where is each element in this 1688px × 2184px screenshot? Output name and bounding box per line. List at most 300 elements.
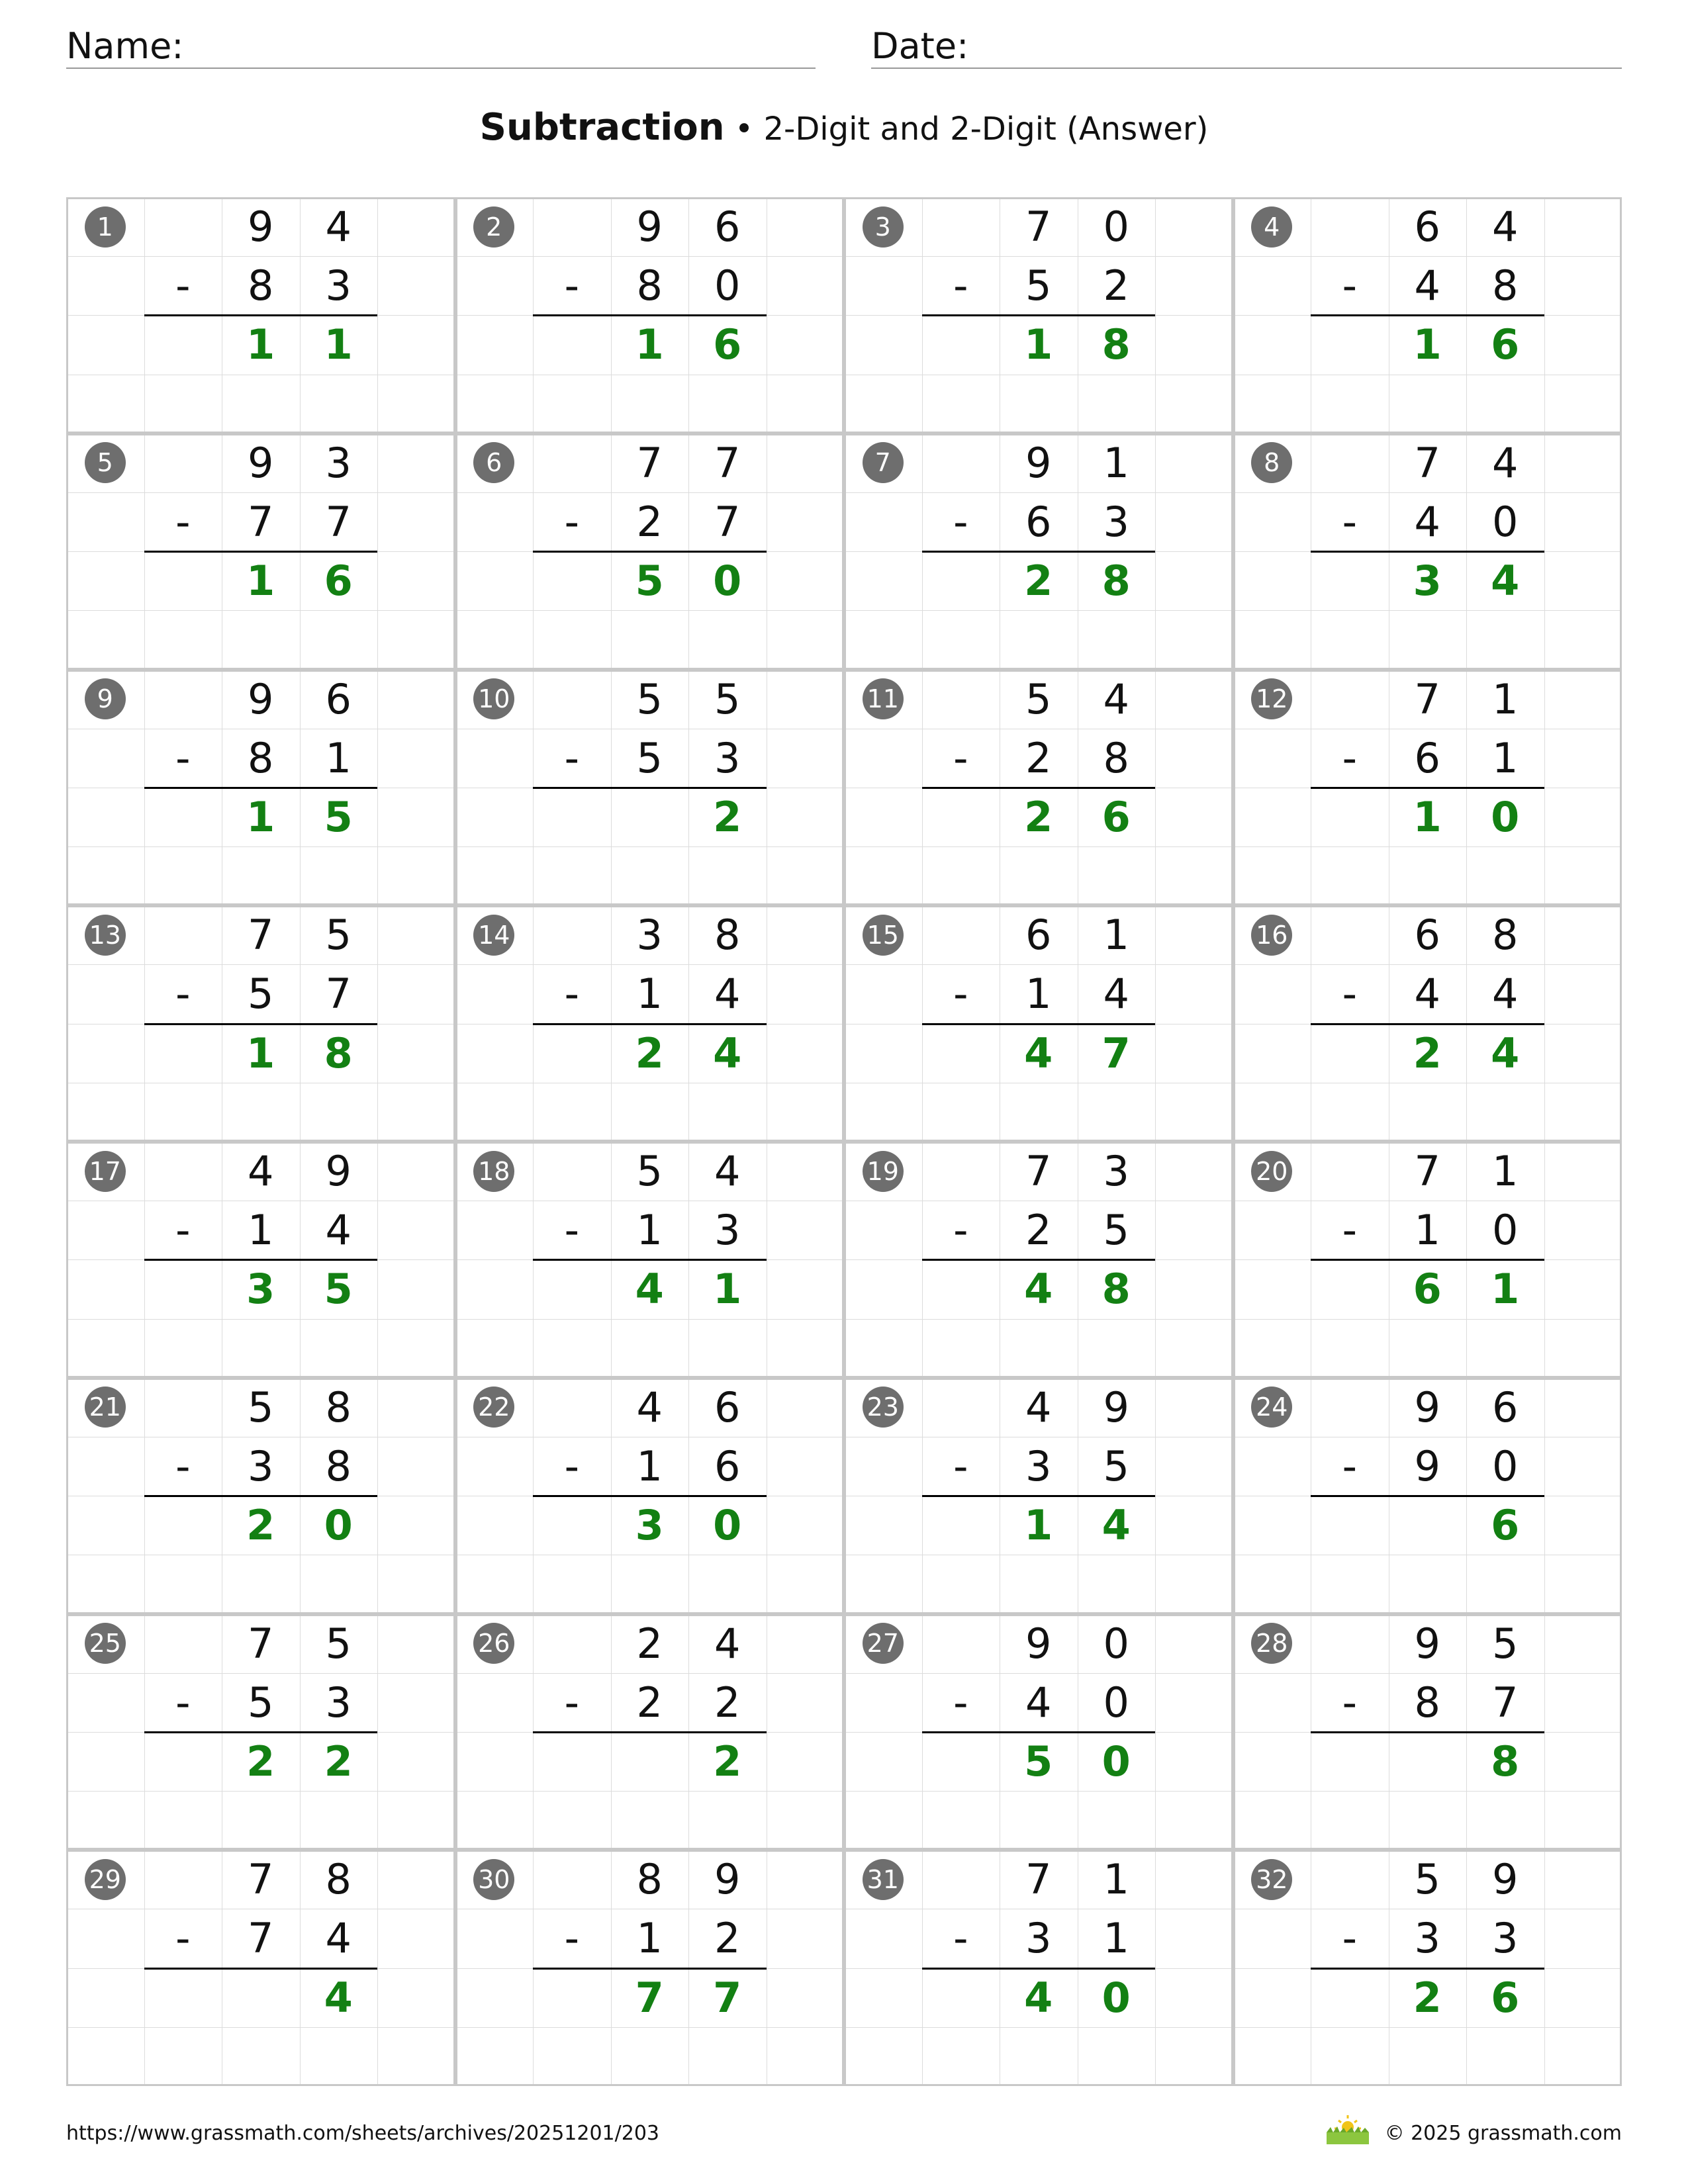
minus-sign: -: [953, 1441, 968, 1490]
minuend-ones-digit: 9: [1492, 1855, 1519, 1904]
grid-line: [846, 1319, 1231, 1320]
problem-block: [455, 1614, 845, 1850]
minus-sign: -: [953, 970, 968, 1019]
answer-rule-line: [533, 551, 767, 553]
answer-tens-digit: 1: [246, 1028, 275, 1077]
problem-number-badge: 12: [1251, 678, 1292, 719]
answer-rule-line: [533, 314, 767, 316]
minuend-tens-digit: 5: [636, 1147, 663, 1195]
subtrahend-ones-digit: 3: [1103, 497, 1129, 546]
problem-block: [455, 905, 845, 1142]
minuend-ones-digit: 9: [325, 1147, 352, 1195]
answer-tens-digit: 2: [1413, 1973, 1442, 2022]
answer-tens-digit: 1: [635, 320, 664, 369]
minuend-ones-digit: 8: [325, 1383, 352, 1432]
subtrahend-ones-digit: 3: [714, 733, 741, 782]
answer-rule-line: [533, 1023, 767, 1025]
subtrahend-tens-digit: 4: [1414, 970, 1440, 1019]
minuend-ones-digit: 5: [714, 674, 741, 723]
problem-number-badge: 19: [863, 1151, 904, 1192]
problem-grid: [66, 197, 1622, 2086]
date-label: Date:: [871, 25, 969, 67]
answer-rule-line: [922, 1259, 1156, 1261]
minus-sign: -: [564, 261, 579, 310]
minuend-tens-digit: 9: [1025, 438, 1052, 487]
grid-line: [68, 2027, 453, 2028]
subtrahend-tens-digit: 2: [1025, 1206, 1052, 1255]
answer-ones-digit: 6: [1491, 1973, 1520, 2022]
footer-url: https://www.grassmath.com/sheets/archives/20251201/203: [66, 2122, 660, 2145]
answer-ones-digit: 5: [324, 1265, 353, 1314]
answer-rule-line: [144, 1023, 378, 1025]
answer-ones-digit: 4: [1102, 1501, 1131, 1550]
subtrahend-tens-digit: 8: [636, 261, 663, 310]
problem-number-badge: 32: [1251, 1859, 1292, 1900]
answer-tens-digit: 2: [246, 1501, 275, 1550]
answer-tens-digit: 5: [635, 557, 664, 606]
subtrahend-ones-digit: 7: [325, 497, 352, 546]
problem-block: [1233, 433, 1622, 670]
grid-line: [68, 1791, 453, 1792]
problem-block: [1233, 197, 1622, 433]
minus-sign: -: [175, 1441, 191, 1490]
subtrahend-tens-digit: 1: [636, 1206, 663, 1255]
answer-tens-digit: 1: [246, 792, 275, 841]
answer-ones-digit: 8: [1102, 320, 1131, 369]
subtrahend-ones-digit: 0: [1492, 1441, 1519, 1490]
minuend-tens-digit: 7: [248, 911, 274, 960]
grid-line: [1235, 610, 1620, 611]
problem-number-badge: 9: [85, 678, 126, 719]
minuend-tens-digit: 6: [1025, 911, 1052, 960]
minuend-ones-digit: 4: [714, 1147, 741, 1195]
subtrahend-ones-digit: 4: [1103, 970, 1129, 1019]
subtrahend-ones-digit: 4: [325, 1914, 352, 1963]
subtrahend-tens-digit: 1: [1414, 1206, 1440, 1255]
answer-rule-line: [1311, 1023, 1544, 1025]
subtrahend-ones-digit: 2: [714, 1678, 741, 1727]
subtrahend-ones-digit: 3: [325, 261, 352, 310]
answer-rule-line: [144, 314, 378, 316]
problem-number-badge: 28: [1251, 1623, 1292, 1664]
minuend-ones-digit: 1: [1103, 911, 1129, 960]
subtrahend-tens-digit: 8: [1414, 1678, 1440, 1727]
minuend-ones-digit: 9: [714, 1855, 741, 1904]
minus-sign: -: [564, 497, 579, 546]
minuend-tens-digit: 4: [248, 1147, 274, 1195]
minuend-ones-digit: 1: [1103, 1855, 1129, 1904]
answer-ones-digit: 4: [1491, 557, 1520, 606]
subtrahend-ones-digit: 5: [1103, 1441, 1129, 1490]
problem-number-badge: 25: [85, 1623, 126, 1664]
subtrahend-tens-digit: 1: [636, 970, 663, 1019]
answer-ones-digit: 6: [324, 557, 353, 606]
minuend-ones-digit: 6: [714, 203, 741, 251]
answer-tens-digit: 3: [635, 1501, 664, 1550]
problem-number-badge: 20: [1251, 1151, 1292, 1192]
minuend-ones-digit: 9: [1103, 1383, 1129, 1432]
answer-ones-digit: 4: [324, 1973, 353, 2022]
grid-line: [457, 846, 843, 847]
answer-ones-digit: 8: [1491, 1737, 1520, 1786]
minuend-tens-digit: 7: [1414, 1147, 1440, 1195]
answer-ones-digit: 7: [713, 1973, 742, 2022]
answer-ones-digit: 8: [324, 1028, 353, 1077]
problem-block: [66, 197, 455, 433]
subtrahend-ones-digit: 3: [1492, 1914, 1519, 1963]
subtrahend-ones-digit: 6: [714, 1441, 741, 1490]
date-field-line[interactable]: [871, 68, 1622, 69]
problem-block: [455, 433, 845, 670]
minuend-tens-digit: 7: [1025, 1147, 1052, 1195]
subtrahend-tens-digit: 5: [1025, 261, 1052, 310]
subtrahend-tens-digit: 3: [248, 1441, 274, 1490]
minus-sign: -: [1342, 497, 1357, 546]
answer-rule-line: [1311, 1495, 1544, 1497]
grid-line: [457, 1319, 843, 1320]
subtrahend-tens-digit: 4: [1414, 497, 1440, 546]
minus-sign: -: [953, 1206, 968, 1255]
minus-sign: -: [953, 733, 968, 782]
minuend-ones-digit: 4: [1492, 438, 1519, 487]
name-field-line[interactable]: [66, 68, 816, 69]
answer-ones-digit: 8: [1102, 1265, 1131, 1314]
minuend-tens-digit: 4: [636, 1383, 663, 1432]
minus-sign: -: [175, 970, 191, 1019]
minuend-tens-digit: 7: [1414, 674, 1440, 723]
minuend-tens-digit: 4: [1025, 1383, 1052, 1432]
minuend-tens-digit: 6: [1414, 911, 1440, 960]
answer-tens-digit: 1: [1413, 792, 1442, 841]
minuend-tens-digit: 7: [1025, 1855, 1052, 1904]
answer-rule-line: [922, 551, 1156, 553]
answer-ones-digit: 2: [324, 1737, 353, 1786]
problem-block: [1233, 1614, 1622, 1850]
minuend-tens-digit: 9: [248, 438, 274, 487]
answer-tens-digit: 2: [1413, 1028, 1442, 1077]
answer-tens-digit: 4: [1024, 1028, 1053, 1077]
answer-rule-line: [533, 787, 767, 789]
answer-tens-digit: 5: [1024, 1737, 1053, 1786]
answer-rule-line: [1311, 1259, 1544, 1261]
subtrahend-ones-digit: 2: [1103, 261, 1129, 310]
minuend-ones-digit: 4: [1492, 203, 1519, 251]
title-main: Subtraction: [479, 106, 725, 149]
minuend-ones-digit: 4: [325, 203, 352, 251]
problem-number-badge: 22: [473, 1387, 514, 1428]
problem-block: [66, 433, 455, 670]
minuend-ones-digit: 6: [325, 674, 352, 723]
grid-line: [457, 2027, 843, 2028]
problem-number-badge: 27: [863, 1623, 904, 1664]
minus-sign: -: [564, 733, 579, 782]
problem-number-badge: 11: [863, 678, 904, 719]
answer-tens-digit: [611, 1732, 689, 1791]
minus-sign: -: [175, 733, 191, 782]
minuend-ones-digit: 8: [1492, 911, 1519, 960]
minuend-ones-digit: 0: [1103, 1619, 1129, 1668]
problem-block: [844, 1850, 1233, 2086]
problem-block: [844, 433, 1233, 670]
problem-block: [455, 670, 845, 906]
answer-rule-line: [922, 1968, 1156, 1970]
grid-line: [846, 846, 1231, 847]
grid-line: [846, 610, 1231, 611]
answer-rule-line: [144, 1731, 378, 1733]
subtrahend-ones-digit: 3: [325, 1678, 352, 1727]
answer-rule-line: [922, 314, 1156, 316]
answer-tens-digit: [1389, 1496, 1467, 1555]
answer-ones-digit: 6: [1491, 320, 1520, 369]
answer-ones-digit: 1: [713, 1265, 742, 1314]
problem-block: [1233, 1850, 1622, 2086]
grass-sun-logo-icon: [1324, 2113, 1372, 2147]
answer-ones-digit: 8: [1102, 557, 1131, 606]
problem-block: [455, 1850, 845, 2086]
grid-line: [1235, 1319, 1620, 1320]
problem-block: [844, 905, 1233, 1142]
problem-number-badge: 13: [85, 915, 126, 956]
subtrahend-tens-digit: 1: [636, 1441, 663, 1490]
problem-block: [1233, 670, 1622, 906]
answer-rule-line: [1311, 551, 1544, 553]
subtrahend-ones-digit: 8: [1103, 733, 1129, 782]
answer-tens-digit: 1: [246, 557, 275, 606]
problem-number-badge: 14: [473, 915, 514, 956]
subtrahend-ones-digit: 7: [714, 497, 741, 546]
subtrahend-ones-digit: 1: [325, 733, 352, 782]
subtrahend-tens-digit: 6: [1025, 497, 1052, 546]
minuend-tens-digit: 7: [1414, 438, 1440, 487]
answer-ones-digit: 2: [713, 792, 742, 841]
minus-sign: -: [564, 1441, 579, 1490]
minuend-ones-digit: 5: [325, 911, 352, 960]
problem-number-badge: 16: [1251, 915, 1292, 956]
minuend-ones-digit: 1: [1103, 438, 1129, 487]
answer-rule-line: [922, 1731, 1156, 1733]
minus-sign: -: [953, 1914, 968, 1963]
subtrahend-tens-digit: 8: [248, 733, 274, 782]
subtrahend-tens-digit: 5: [248, 1678, 274, 1727]
answer-ones-digit: 6: [713, 320, 742, 369]
minuend-ones-digit: 4: [1103, 674, 1129, 723]
subtrahend-tens-digit: 4: [1025, 1678, 1052, 1727]
answer-tens-digit: 4: [635, 1265, 664, 1314]
problem-number-badge: 29: [85, 1859, 126, 1900]
answer-ones-digit: 0: [1491, 792, 1520, 841]
grid-line: [1235, 846, 1620, 847]
problem-block: [455, 1142, 845, 1378]
problem-block: [66, 1378, 455, 1614]
minus-sign: -: [175, 261, 191, 310]
minuend-ones-digit: 3: [325, 438, 352, 487]
subtrahend-tens-digit: 7: [248, 497, 274, 546]
problem-number-badge: 15: [863, 915, 904, 956]
subtrahend-ones-digit: 7: [325, 970, 352, 1019]
minuend-ones-digit: 6: [714, 1383, 741, 1432]
minuend-tens-digit: 7: [248, 1855, 274, 1904]
minuend-tens-digit: 9: [248, 203, 274, 251]
answer-tens-digit: 7: [635, 1973, 664, 2022]
subtrahend-tens-digit: 3: [1025, 1914, 1052, 1963]
minuend-ones-digit: 6: [1492, 1383, 1519, 1432]
problem-block: [455, 197, 845, 433]
answer-rule-line: [144, 1495, 378, 1497]
grid-line: [68, 846, 453, 847]
subtrahend-tens-digit: 8: [248, 261, 274, 310]
answer-tens-digit: 3: [246, 1265, 275, 1314]
subtrahend-ones-digit: 8: [325, 1441, 352, 1490]
problem-block: [844, 1378, 1233, 1614]
answer-ones-digit: 0: [1102, 1737, 1131, 1786]
problem-block: [1233, 1142, 1622, 1378]
minuend-tens-digit: 9: [248, 674, 274, 723]
minuend-tens-digit: 5: [1414, 1855, 1440, 1904]
answer-rule-line: [922, 1495, 1156, 1497]
subtrahend-tens-digit: 6: [1414, 733, 1440, 782]
problem-number-badge: 10: [473, 678, 514, 719]
problem-number-badge: 18: [473, 1151, 514, 1192]
minuend-tens-digit: 6: [1414, 203, 1440, 251]
answer-tens-digit: 1: [1413, 320, 1442, 369]
answer-rule-line: [144, 1259, 378, 1261]
problem-number-badge: 7: [863, 442, 904, 483]
minuend-tens-digit: 9: [1025, 1619, 1052, 1668]
answer-ones-digit: 2: [713, 1737, 742, 1786]
subtrahend-tens-digit: 7: [248, 1914, 274, 1963]
minuend-tens-digit: 5: [248, 1383, 274, 1432]
minus-sign: -: [175, 497, 191, 546]
answer-tens-digit: 1: [1024, 320, 1053, 369]
answer-ones-digit: 5: [324, 792, 353, 841]
answer-rule-line: [144, 787, 378, 789]
answer-tens-digit: 1: [246, 320, 275, 369]
minuend-ones-digit: 8: [325, 1855, 352, 1904]
answer-ones-digit: 7: [1102, 1028, 1131, 1077]
minus-sign: -: [564, 1914, 579, 1963]
answer-rule-line: [1311, 1968, 1544, 1970]
problem-number-badge: 8: [1251, 442, 1292, 483]
minuend-tens-digit: 9: [1414, 1383, 1440, 1432]
problem-block: [455, 1378, 845, 1614]
minus-sign: -: [1342, 1678, 1357, 1727]
answer-tens-digit: [611, 788, 689, 846]
answer-tens-digit: 2: [1024, 557, 1053, 606]
answer-ones-digit: 4: [713, 1028, 742, 1077]
subtrahend-tens-digit: 9: [1414, 1441, 1440, 1490]
minuend-ones-digit: 0: [1103, 203, 1129, 251]
minuend-ones-digit: 8: [714, 911, 741, 960]
answer-tens-digit: 2: [1024, 792, 1053, 841]
minuend-ones-digit: 5: [325, 1619, 352, 1668]
subtrahend-ones-digit: 8: [1492, 261, 1519, 310]
subtrahend-ones-digit: 4: [714, 970, 741, 1019]
answer-tens-digit: 2: [246, 1737, 275, 1786]
answer-rule-line: [533, 1495, 767, 1497]
subtrahend-tens-digit: 1: [1025, 970, 1052, 1019]
grid-line: [1235, 2027, 1620, 2028]
answer-tens-digit: 4: [1024, 1265, 1053, 1314]
minuend-tens-digit: 7: [248, 1619, 274, 1668]
answer-ones-digit: 1: [324, 320, 353, 369]
problem-block: [66, 1850, 455, 2086]
answer-rule-line: [533, 1731, 767, 1733]
problem-block: [66, 1614, 455, 1850]
answer-ones-digit: 1: [1491, 1265, 1520, 1314]
minuend-tens-digit: 2: [636, 1619, 663, 1668]
subtrahend-ones-digit: 0: [714, 261, 741, 310]
subtrahend-tens-digit: 4: [1414, 261, 1440, 310]
name-label: Name:: [66, 25, 184, 67]
answer-tens-digit: 2: [635, 1028, 664, 1077]
minuend-tens-digit: 7: [1025, 203, 1052, 251]
minus-sign: -: [564, 970, 579, 1019]
subtrahend-ones-digit: 7: [1492, 1678, 1519, 1727]
answer-ones-digit: 4: [1491, 1028, 1520, 1077]
answer-rule-line: [533, 1968, 767, 1970]
subtrahend-tens-digit: 2: [636, 497, 663, 546]
problem-number-badge: 26: [473, 1623, 514, 1664]
answer-ones-digit: 0: [324, 1501, 353, 1550]
subtrahend-tens-digit: 1: [248, 1206, 274, 1255]
problem-block: [66, 670, 455, 906]
problem-number-badge: 4: [1251, 206, 1292, 248]
minuend-tens-digit: 3: [636, 911, 663, 960]
subtrahend-ones-digit: 2: [714, 1914, 741, 1963]
problem-block: [66, 905, 455, 1142]
minus-sign: -: [1342, 1206, 1357, 1255]
subtrahend-ones-digit: 5: [1103, 1206, 1129, 1255]
answer-tens-digit: [222, 1968, 300, 2027]
problem-block: [844, 670, 1233, 906]
subtrahend-ones-digit: 3: [714, 1206, 741, 1255]
subtrahend-ones-digit: 4: [1492, 970, 1519, 1019]
minuend-ones-digit: 5: [1492, 1619, 1519, 1668]
subtrahend-ones-digit: 4: [325, 1206, 352, 1255]
problem-number-badge: 17: [85, 1151, 126, 1192]
minus-sign: -: [1342, 970, 1357, 1019]
minus-sign: -: [564, 1678, 579, 1727]
subtrahend-ones-digit: 1: [1492, 733, 1519, 782]
answer-tens-digit: 1: [1024, 1501, 1053, 1550]
grid-line: [457, 610, 843, 611]
worksheet-title: [0, 106, 1688, 149]
subtrahend-tens-digit: 5: [248, 970, 274, 1019]
problem-number-badge: 30: [473, 1859, 514, 1900]
answer-rule-line: [922, 787, 1156, 789]
answer-tens-digit: [1389, 1732, 1467, 1791]
minus-sign: -: [953, 497, 968, 546]
problem-number-badge: 3: [863, 206, 904, 248]
minus-sign: -: [175, 1678, 191, 1727]
grid-line: [457, 1791, 843, 1792]
answer-rule-line: [1311, 787, 1544, 789]
problem-block: [844, 197, 1233, 433]
minuend-ones-digit: 1: [1492, 674, 1519, 723]
minuend-ones-digit: 3: [1103, 1147, 1129, 1195]
problem-number-badge: 2: [473, 206, 514, 248]
subtrahend-ones-digit: 0: [1103, 1678, 1129, 1727]
minuend-tens-digit: 9: [1414, 1619, 1440, 1668]
answer-rule-line: [533, 1259, 767, 1261]
minuend-tens-digit: 7: [636, 438, 663, 487]
problem-number-badge: 31: [863, 1859, 904, 1900]
subtrahend-tens-digit: 5: [636, 733, 663, 782]
minuend-tens-digit: 5: [1025, 674, 1052, 723]
answer-rule-line: [1311, 314, 1544, 316]
minuend-tens-digit: 8: [636, 1855, 663, 1904]
title-subtitle: • 2-Digit and 2-Digit (Answer): [734, 111, 1209, 148]
